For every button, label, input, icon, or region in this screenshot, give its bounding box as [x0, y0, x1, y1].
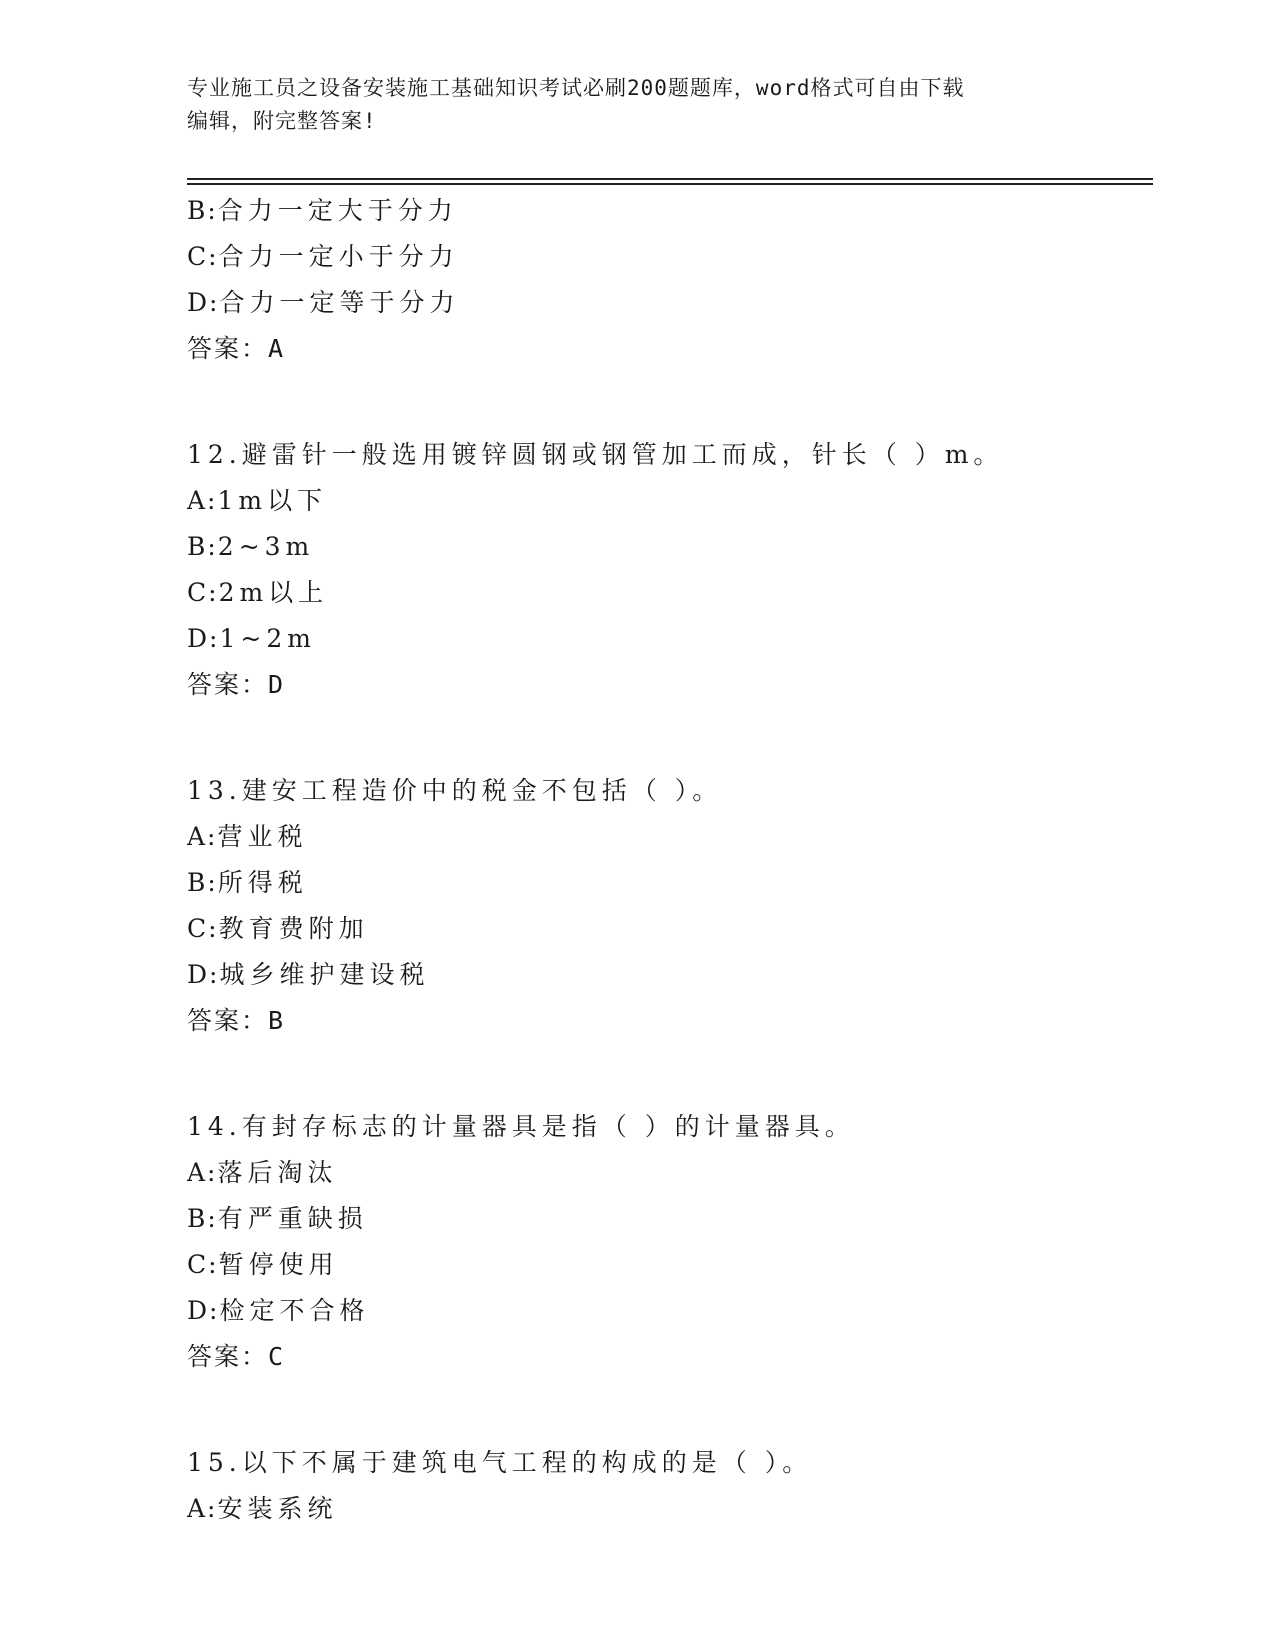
option-text: 1m以下 [217, 486, 328, 515]
question-stem: 12.避雷针一般选用镀锌圆钢或钢管加工而成，针长（ ）m。 [187, 440, 1004, 469]
option-letter: D: [187, 288, 220, 317]
option-letter: A: [187, 822, 218, 851]
question-block-11 [187, 188, 1137, 372]
option-row [187, 1242, 1137, 1288]
option-letter: C: [187, 914, 219, 943]
question-stem: 15.以下不属于建筑电气工程的构成的是（ ）。 [187, 1448, 813, 1477]
option-letter: B: [187, 196, 218, 225]
option-row [187, 860, 1137, 906]
question-block-15 [187, 1440, 1137, 1532]
option-text: 2~3m [217, 532, 315, 561]
option-text: 落后淘汰 [217, 1158, 338, 1187]
option-text: 合力一定等于分力 [219, 288, 460, 317]
header-divider-bottom [187, 183, 1153, 185]
option-text: 合力一定大于分力 [217, 196, 458, 225]
question-list [187, 188, 1137, 1532]
option-text: 暂停使用 [218, 1250, 339, 1279]
answer-line: 答案：C [187, 1342, 286, 1371]
option-letter: B: [187, 532, 218, 561]
option-row [187, 1150, 1137, 1196]
answer-line: 答案：D [187, 670, 286, 699]
option-letter: A: [187, 1158, 218, 1187]
option-row [187, 814, 1137, 860]
option-row [187, 478, 1137, 524]
option-row [187, 234, 1137, 280]
header-title-line-1: 专业施工员之设备安装施工基础知识考试必刷200题题库，word格式可自由下载 [187, 76, 965, 100]
option-letter: B: [187, 868, 218, 897]
option-text: 检定不合格 [219, 1296, 370, 1325]
answer-line: 答案：A [187, 334, 286, 363]
answer-line: 答案：B [187, 1006, 286, 1035]
option-letter: C: [187, 1250, 219, 1279]
option-text: 教育费附加 [218, 914, 369, 943]
option-row [187, 1288, 1137, 1334]
option-letter: D: [187, 960, 220, 989]
option-letter: A: [187, 1494, 218, 1523]
option-text: 安装系统 [217, 1494, 338, 1523]
option-letter: D: [187, 624, 220, 653]
option-row [187, 906, 1137, 952]
option-letter: A: [187, 486, 218, 515]
option-letter: C: [187, 578, 219, 607]
option-row [187, 280, 1137, 326]
option-text: 2m以上 [218, 578, 329, 607]
question-block-13 [187, 768, 1137, 1044]
option-letter: D: [187, 1296, 220, 1325]
option-letter: B: [187, 1204, 218, 1233]
option-text: 1~2m [219, 624, 316, 653]
option-row [187, 616, 1137, 662]
option-row [187, 1486, 1137, 1532]
question-block-12 [187, 432, 1137, 708]
header-divider-top [187, 178, 1153, 180]
option-text: 合力一定小于分力 [218, 242, 459, 271]
question-stem: 13.建安工程造价中的税金不包括（ ）。 [187, 776, 723, 805]
option-row [187, 1196, 1137, 1242]
option-text: 营业税 [217, 822, 308, 851]
option-text: 有严重缺损 [217, 1204, 368, 1233]
option-row [187, 952, 1137, 998]
option-letter: C: [187, 242, 219, 271]
header-title-line-2: 编辑，附完整答案! [187, 109, 377, 133]
option-row [187, 524, 1137, 570]
option-row [187, 188, 1137, 234]
question-block-14 [187, 1104, 1137, 1380]
document-header [187, 72, 1087, 138]
option-text: 城乡维护建设税 [219, 960, 430, 989]
option-text: 所得税 [217, 868, 308, 897]
question-stem: 14.有封存标志的计量器具是指（ ）的计量器具。 [187, 1112, 855, 1141]
option-row [187, 570, 1137, 616]
